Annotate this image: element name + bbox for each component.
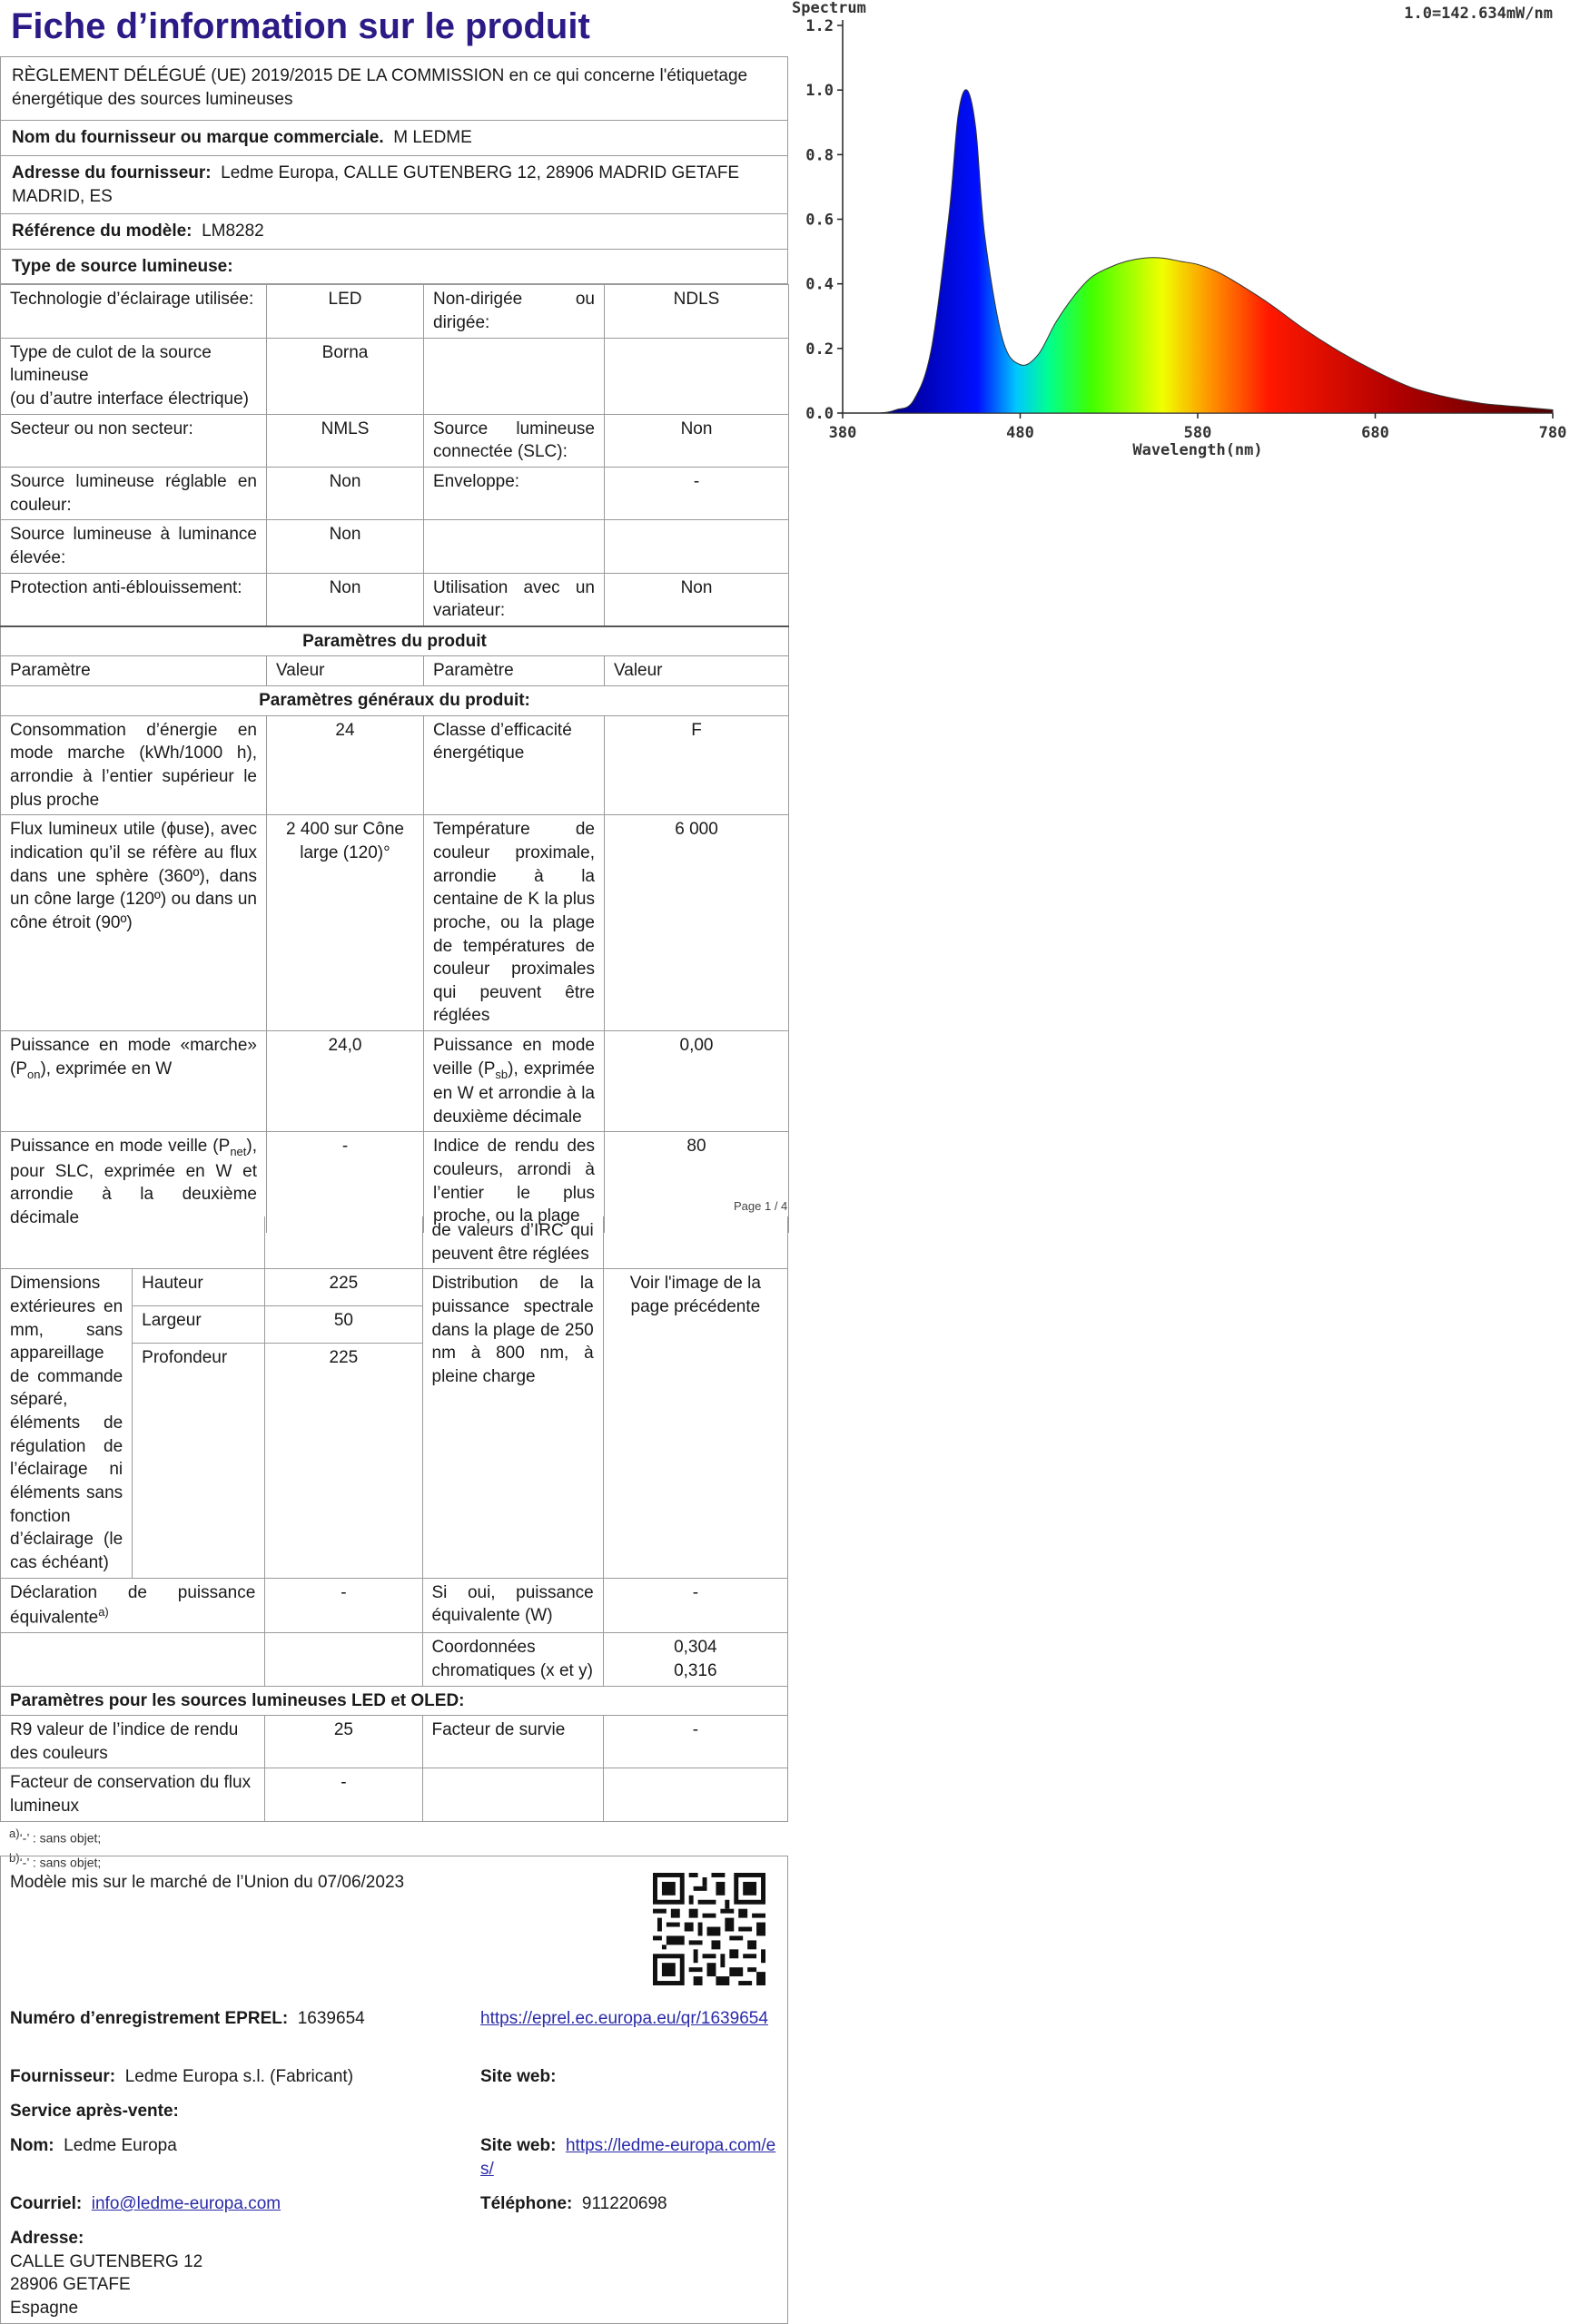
table-row: Source lumineuse réglable en couleur: Non Enveloppe: - <box>1 467 789 519</box>
led-heading: Paramètres pour les sources lumineuses LED et OLED: <box>1 1686 788 1716</box>
page-number: Page 1 / 4 <box>734 1199 788 1213</box>
table-row: Coordonnées chromatiques (x et y) 0,304 0,316 <box>1 1633 788 1686</box>
spectrum-chart <box>792 0 1570 458</box>
table-row: Flux lumineux utile (ϕuse), avec indication qu’il se réfère au flux dans une sphère (360º), dans un cône large (120º) ou dans un cône étroit (90º) 2 400 sur Cône large (120)° Température de couleur proximale, arrondie à la centaine de K la plus proche, ou la plage de températures de couleur proximales qui peuvent être réglées 6 000 <box>1 815 789 1031</box>
table-row: Protection anti-éblouissement: Non Utilisation avec un variateur: Non <box>1 573 789 626</box>
website-link[interactable]: https://ledme-europa.com/es/ <box>480 2136 776 2179</box>
x-tick-label: 780 <box>1538 424 1567 442</box>
supplier-name-row: Nom du fournisseur ou marque commerciale. M LEDME <box>1 121 787 156</box>
eprel-box <box>0 1856 788 2324</box>
table-row: Type de culot de la source lumineuse (ou d’autre interface électrique) Borna <box>1 338 789 414</box>
phone-row: Téléphone: 911220698 <box>480 2194 667 2213</box>
footnote: $^{b)}$‘-’ : sans objet; <box>9 1851 102 1870</box>
x-tick-label: 380 <box>828 424 857 442</box>
market-date: Modèle mis sur le marché de l’Union du 07/06/2023 <box>10 1873 405 1892</box>
supplier-address-row: Adresse du fournisseur: Ledme Europa, CALLE GUTENBERG 12, 28906 MADRID GETAFE MADRID, ES <box>1 156 787 214</box>
y-tick-label: 0.0 <box>805 405 834 423</box>
source-type-table <box>0 284 789 1232</box>
email-row: Courriel: info@ledme-europa.com <box>10 2194 281 2213</box>
table-row: Source lumineuse à luminance élevée: Non <box>1 520 789 573</box>
dimensions-row: Dimensions extérieures en mm, sans appareillage de commande séparé, éléments de régulation de l’éclairage ni éléments sans fonction d’éclairage (le cas échéant) Hauteur 225 Distribution de la puissance spectrale dans la plage de 250 nm à 800 nm, à pleine charge Voir l'image de la page précédente <box>1 1269 788 1306</box>
table-row: Facteur de conservation du flux lumineux - <box>1 1768 788 1821</box>
spectrum-area <box>843 90 1553 413</box>
eprel-supplier-row: Fournisseur: Ledme Europa s.l. (Fabricant) <box>10 2067 354 2086</box>
eprel-link[interactable]: https://eprel.ec.europa.eu/qr/1639654 <box>480 2009 768 2028</box>
table-row: R9 valeur de l’indice de rendu des couleurs 25 Facteur de survie - <box>1 1716 788 1768</box>
header-box <box>0 56 788 284</box>
y-tick-label: 1.0 <box>805 82 834 101</box>
y-tick-label: 0.2 <box>805 340 834 359</box>
table-row: Secteur ou non secteur: NMLS Source lumineuse connectée (SLC): Non <box>1 414 789 467</box>
table-row: Consommation d’énergie en mode marche (kWh/1000 h), arrondie à l’entier supérieur le plus proche 24 Classe d’efficacité énergétique F <box>1 715 789 815</box>
footnote: $^{a)}$‘-’ : sans objet; <box>9 1826 102 1846</box>
table-row: Puissance en mode «marche» $(P_{on})$, exprimée en W 24,0 Puissance en mode veille $(P_{sb})$, exprimée en W et arrondie à la deuxième décimale 0,00 <box>1 1031 789 1132</box>
x-tick-label: 680 <box>1361 424 1389 442</box>
x-tick-label: 480 <box>1006 424 1034 442</box>
eprel-reg-row: Numéro d’enregistrement EPREL: 1639654 <box>10 2009 365 2028</box>
y-tick-label: 0.6 <box>805 211 834 230</box>
scale-note: 1.0=142.634mW/nm <box>1404 5 1553 23</box>
page-title: Fiche d’information sur le produit <box>11 6 590 46</box>
y-tick-label: 0.4 <box>805 275 834 294</box>
y-tick-label: 1.2 <box>805 17 834 35</box>
product-sheet <box>0 0 788 1233</box>
x-axis-label: Wavelength(nm) <box>1132 441 1263 458</box>
after-sales-heading: Service après-vente: <box>10 2102 179 2121</box>
table-row: Puissance en mode veille $(P_{net})$, pour SLC, exprimée en W et arrondie à la deuxième décimale - Indice de rendu des couleurs, arrondi à l’entier le plus proche, ou la plage 80 <box>1 1132 789 1233</box>
qr-code-icon <box>653 1873 765 1985</box>
y-tick-label: 0.8 <box>805 146 834 165</box>
model-ref-row: Référence du modèle: LM8282 <box>1 214 787 250</box>
after-sales-website: Site web: https://ledme-europa.com/es/ <box>480 2136 776 2179</box>
params-heading: Paramètres du produit <box>1 626 789 656</box>
page-two <box>0 1216 788 1874</box>
regulation-text: RÈGLEMENT DÉLÉGUÉ (UE) 2019/2015 DE LA COMMISSION en ce qui concerne l'étiquetage énergétique des sources lumineuses <box>1 57 787 121</box>
table-row: Déclaration de puissance équivalente$^{a)}$ - Si oui, puissance équivalente (W) - <box>1 1578 788 1633</box>
after-sales-name: Nom: Ledme Europa <box>10 2136 177 2155</box>
source-type-heading: Type de source lumineuse: <box>1 250 787 285</box>
x-tick-label: 580 <box>1183 424 1212 442</box>
website-label: Site web: <box>480 2067 557 2086</box>
column-headers: Paramètre Valeur Paramètre Valeur <box>1 656 789 686</box>
continuation-table: de valeurs d’IRC qui peuvent être réglées Dimensions extérieures en mm, sans appareillage de commande séparé, éléments de régulation de l’éclairage ni éléments sans fonction d’éclairage (le cas échéant) Hauteur 225 Distribution de la puissance spectrale dans la plage de 250 nm à 800 nm, à pleine charge Voir l'image de la page précédente Largeur 50 Profondeur 225 Déclaration de puissance équivalente$^{a)}$ - Si oui, puissance équivalente (W) - Coordonnées chromatiques (x et y) 0,304 0,316 Paramètres pour les sources lumineuses LED et OLED: R9 valeur de l’indice de rendu des couleurs 25 Facteur de survie - Facteur de conservation du flux lumineux - <box>0 1216 788 1822</box>
general-heading: Paramètres généraux du produit: <box>1 686 789 716</box>
chart-title: Spectrum <box>792 0 866 17</box>
table-row: Technologie d’éclairage utilisée: LED Non-dirigée ou dirigée: NDLS <box>1 285 789 338</box>
email-link[interactable]: info@ledme-europa.com <box>91 2194 281 2213</box>
address-block: Adresse: CALLE GUTENBERG 12 28906 GETAFE Espagne <box>10 2229 203 2318</box>
params-heading-row <box>1 626 789 656</box>
